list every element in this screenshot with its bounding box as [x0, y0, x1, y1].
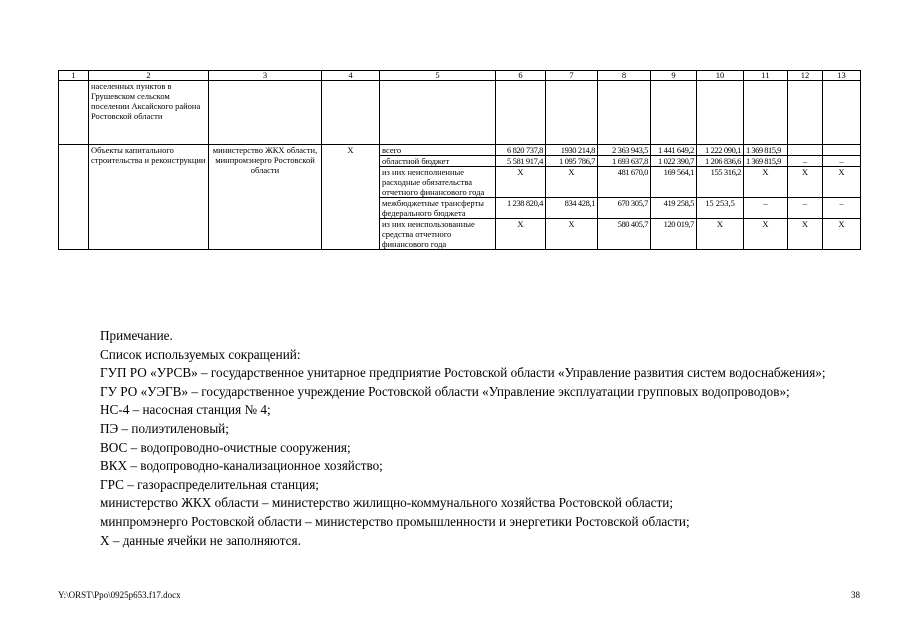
value-cell: Х	[697, 219, 744, 250]
value-cell: 169 564,1	[651, 167, 697, 198]
value-cell: 1 222 090,1	[697, 145, 744, 156]
source-label: из них неисполненные расходные обязательства отчетного финансового года	[380, 167, 496, 198]
value-cell: 1 238 820,4	[496, 198, 546, 219]
value-cell: Х	[744, 167, 788, 198]
col4-cell: Х	[322, 145, 380, 250]
table-row	[59, 81, 861, 145]
value-cell: –	[788, 198, 823, 219]
value-cell: Х	[744, 219, 788, 250]
header-cell: 1	[59, 71, 89, 81]
source-label: межбюджетные трансферты федерального бюджета	[380, 198, 496, 219]
value-cell: 419 258,5	[651, 198, 697, 219]
value-cell: 1 369 815,9	[744, 145, 788, 156]
value-cell: Х	[788, 167, 823, 198]
value-cell: Х	[496, 219, 546, 250]
header-cell: 9	[651, 71, 697, 81]
header-row	[59, 71, 861, 81]
value-cell: 481 670,0	[598, 167, 651, 198]
header-cell: 5	[380, 71, 496, 81]
value-cell: –	[823, 198, 861, 219]
header-cell: 2	[89, 71, 209, 81]
value-cell: Х	[546, 167, 598, 198]
value-cell: 1930 214,8	[546, 145, 598, 156]
note-line: минпромэнерго Ростовской области – министерство промышленности и энергетики Ростовской области;	[100, 513, 690, 529]
footer-file-path: Y:\ORST\Ppo\0925p653.f17.docx	[58, 590, 181, 600]
note-line: министерство ЖКХ области – министерство жилищно-коммунального хозяйства Ростовской области;	[100, 495, 673, 511]
table-row	[59, 145, 861, 156]
note-line: ГРС – газораспределительная станция;	[100, 476, 319, 492]
value-cell: –	[823, 156, 861, 167]
value-cell: 1 369 815,9	[744, 156, 788, 167]
header-cell: 13	[823, 71, 861, 81]
value-cell: Х	[496, 167, 546, 198]
note-line: ПЭ – полиэтиленовый;	[100, 420, 229, 436]
value-cell: Х	[823, 219, 861, 250]
object-name-cell: Объекты капитального строительства и реконструкции	[89, 145, 209, 250]
value-cell: 5 581 917,4	[496, 156, 546, 167]
source-label: областной бюджет	[380, 156, 496, 167]
value-cell: 15 253,5	[697, 198, 744, 219]
value-cell: 155 316,2	[697, 167, 744, 198]
note-line: ГУ РО «УЭГВ» – государственное учреждение Ростовской области «Управление эксплуатации групповых водопроводов»;	[100, 383, 790, 399]
value-cell: 580 405,7	[598, 219, 651, 250]
header-cell: 11	[744, 71, 788, 81]
note-line: ВОС – водопроводно-очистные сооружения;	[100, 439, 351, 455]
note-line: НС-4 – насосная станция № 4;	[100, 402, 271, 418]
value-cell: 1 022 390,7	[651, 156, 697, 167]
note-line: Список используемых сокращений:	[100, 346, 301, 362]
note-line: Х – данные ячейки не заполняются.	[100, 532, 301, 548]
executor-cell: министерство ЖКХ области, минпромэнерго Ростовской области	[209, 145, 322, 250]
value-cell	[823, 145, 861, 156]
value-cell: –	[788, 156, 823, 167]
finance-table	[58, 70, 861, 250]
value-cell: 1 693 637,8	[598, 156, 651, 167]
source-label: всего	[380, 145, 496, 156]
value-cell: Х	[546, 219, 598, 250]
note-line: Примечание.	[100, 328, 173, 343]
value-cell: 834 428,1	[546, 198, 598, 219]
value-cell: 6 820 737,8	[496, 145, 546, 156]
value-cell: Х	[823, 167, 861, 198]
header-cell: 8	[598, 71, 651, 81]
header-cell: 10	[697, 71, 744, 81]
header-cell: 7	[546, 71, 598, 81]
header-cell: 12	[788, 71, 823, 81]
value-cell: –	[744, 198, 788, 219]
note-line: ГУП РО «УРСВ» – государственное унитарное предприятие Ростовской области «Управление развития систем водоснабжения»;	[100, 365, 826, 381]
value-cell: Х	[788, 219, 823, 250]
header-cell: 4	[322, 71, 380, 81]
page-number: 38	[851, 590, 860, 600]
note-line: ВКХ – водопроводно-канализационное хозяйство;	[100, 458, 383, 474]
source-label: из них неиспользованные средства отчетного финансового года	[380, 219, 496, 250]
value-cell: 1 095 786,7	[546, 156, 598, 167]
value-cell: 1 441 649,2	[651, 145, 697, 156]
value-cell	[788, 145, 823, 156]
header-cell: 6	[496, 71, 546, 81]
notes-section	[58, 327, 860, 550]
object-name-cell: населенных пунктов в Грушевском сельском поселении Аксайского района Ростовской области	[89, 81, 209, 145]
value-cell: 670 305,7	[598, 198, 651, 219]
value-cell: 2 363 943,5	[598, 145, 651, 156]
value-cell: 1 206 836,6	[697, 156, 744, 167]
value-cell: 120 019,7	[651, 219, 697, 250]
header-cell: 3	[209, 71, 322, 81]
